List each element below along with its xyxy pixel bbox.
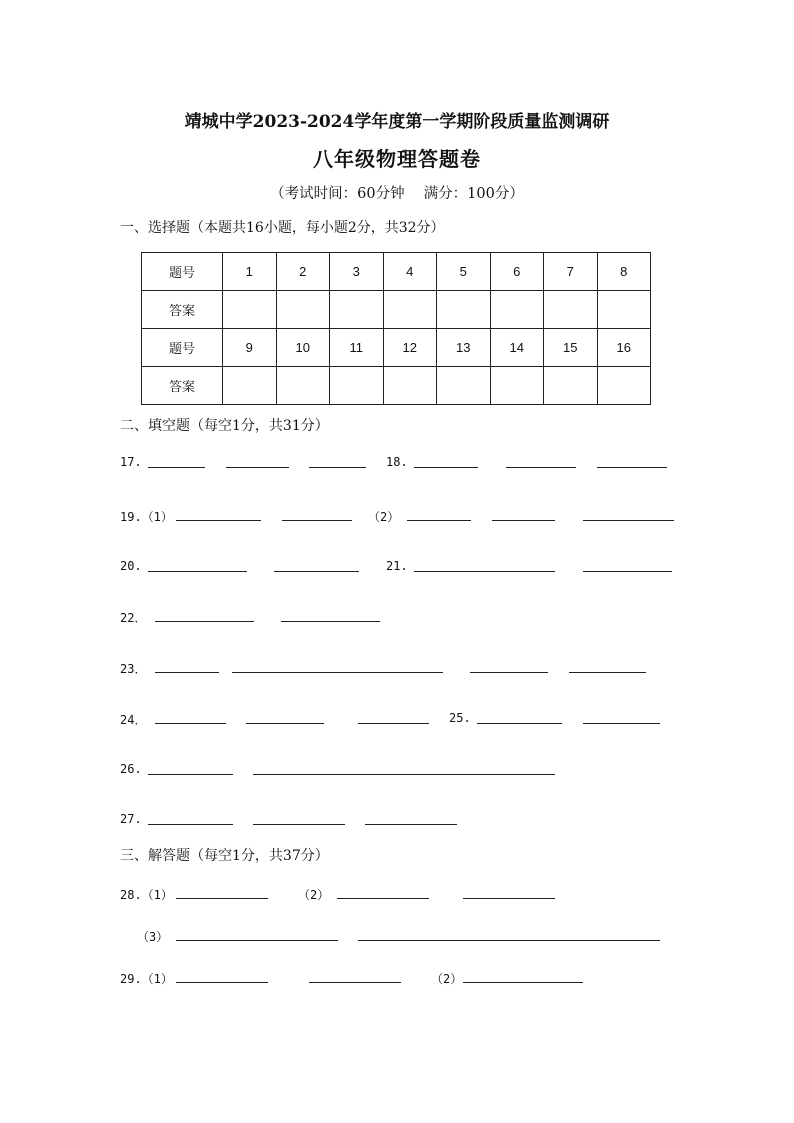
q28-part2-label: （2） <box>298 888 330 902</box>
answer-blank[interactable] <box>155 621 254 622</box>
question-number: 14 <box>490 329 544 367</box>
answer-cell[interactable] <box>223 291 277 329</box>
question-number: 6 <box>490 253 544 291</box>
answer-cell[interactable] <box>597 291 651 329</box>
answer-blank[interactable] <box>148 571 247 572</box>
q26-label: 26. <box>120 762 142 776</box>
answer-blank[interactable] <box>470 672 548 673</box>
answer-blank[interactable] <box>274 571 359 572</box>
question-number: 8 <box>597 253 651 291</box>
answer-cell[interactable] <box>490 291 544 329</box>
answer-blank[interactable] <box>148 774 233 775</box>
answer-blank[interactable] <box>597 467 667 468</box>
q23-label: 23． <box>120 662 147 676</box>
question-number: 13 <box>437 329 491 367</box>
answer-blank[interactable] <box>414 571 555 572</box>
q19-label: 19.（1） <box>120 510 173 524</box>
answer-blank[interactable] <box>414 467 478 468</box>
question-number: 3 <box>330 253 384 291</box>
q22-label: 22． <box>120 611 147 625</box>
answer-blank[interactable] <box>365 824 457 825</box>
row-label-answer: 答案 <box>142 291 223 329</box>
answer-blank[interactable] <box>492 520 555 521</box>
question-number: 9 <box>223 329 277 367</box>
answer-blank[interactable] <box>583 571 672 572</box>
answer-cell[interactable] <box>544 367 598 405</box>
answer-blank[interactable] <box>569 672 646 673</box>
answer-blank[interactable] <box>253 824 345 825</box>
question-number: 2 <box>276 253 330 291</box>
answer-cell[interactable] <box>223 367 277 405</box>
question-number: 11 <box>330 329 384 367</box>
answer-blank[interactable] <box>477 723 562 724</box>
page-title: 靖城中学2023-2024学年度第一学期阶段质量监测调研 <box>184 112 610 132</box>
answer-cell[interactable] <box>330 291 384 329</box>
answer-cell[interactable] <box>490 367 544 405</box>
answer-cell[interactable] <box>276 291 330 329</box>
answer-blank[interactable] <box>226 467 289 468</box>
q29-label: 29.（1） <box>120 972 173 986</box>
answer-blank[interactable] <box>463 982 583 983</box>
row-label-answer: 答案 <box>142 367 223 405</box>
question-number: 10 <box>276 329 330 367</box>
question-number: 16 <box>597 329 651 367</box>
answer-cell[interactable] <box>597 367 651 405</box>
answer-blank[interactable] <box>282 520 352 521</box>
answer-blank[interactable] <box>155 672 219 673</box>
exam-info: （考试时间：60分钟 满分：100分） <box>270 186 524 202</box>
answer-cell[interactable] <box>383 291 437 329</box>
answer-cell[interactable] <box>383 367 437 405</box>
answer-blank[interactable] <box>246 723 324 724</box>
q21-label: 21. <box>386 559 408 573</box>
answer-blank[interactable] <box>407 520 471 521</box>
q19-part2-label: （2） <box>368 510 400 524</box>
answer-blank[interactable] <box>337 898 429 899</box>
answer-blank[interactable] <box>309 982 401 983</box>
q18-label: 18. <box>386 455 408 469</box>
answer-blank[interactable] <box>155 723 226 724</box>
row-label-number: 题号 <box>142 253 223 291</box>
section1-heading: 一、选择题（本题共16小题，每小题2分，共32分） <box>120 220 445 236</box>
answer-blank[interactable] <box>232 672 443 673</box>
table-row <box>142 253 651 291</box>
answer-table <box>141 252 651 405</box>
question-number: 4 <box>383 253 437 291</box>
row-label-number: 题号 <box>142 329 223 367</box>
answer-cell[interactable] <box>544 291 598 329</box>
answer-blank[interactable] <box>176 982 268 983</box>
answer-blank[interactable] <box>253 774 555 775</box>
answer-cell[interactable] <box>437 291 491 329</box>
q28-label: 28.（1） <box>120 888 173 902</box>
question-number: 15 <box>544 329 598 367</box>
answer-cell[interactable] <box>437 367 491 405</box>
q17-label: 17. <box>120 455 142 469</box>
answer-blank[interactable] <box>358 723 429 724</box>
table-row <box>142 329 651 367</box>
answer-blank[interactable] <box>176 898 268 899</box>
answer-blank[interactable] <box>148 824 233 825</box>
answer-blank[interactable] <box>176 520 261 521</box>
answer-blank[interactable] <box>148 467 205 468</box>
answer-blank[interactable] <box>583 723 660 724</box>
q24-label: 24． <box>120 713 147 727</box>
question-number: 5 <box>437 253 491 291</box>
q29-part2-label: （2） <box>431 972 463 986</box>
answer-blank[interactable] <box>309 467 366 468</box>
table-row <box>142 291 651 329</box>
answer-cell[interactable] <box>330 367 384 405</box>
section3-heading: 三、解答题（每空1分，共37分） <box>120 848 329 864</box>
question-number: 1 <box>223 253 277 291</box>
answer-blank[interactable] <box>281 621 380 622</box>
question-number: 7 <box>544 253 598 291</box>
q25-label: 25. <box>449 711 471 725</box>
answer-blank[interactable] <box>583 520 674 521</box>
question-number: 12 <box>383 329 437 367</box>
section2-heading: 二、填空题（每空1分，共31分） <box>120 418 329 434</box>
q27-label: 27. <box>120 812 142 826</box>
answer-blank[interactable] <box>358 940 660 941</box>
table-row <box>142 367 651 405</box>
q20-label: 20. <box>120 559 142 573</box>
answer-blank[interactable] <box>176 940 338 941</box>
page-subtitle: 八年级物理答题卷 <box>313 147 481 171</box>
answer-blank[interactable] <box>506 467 576 468</box>
answer-blank[interactable] <box>463 898 555 899</box>
q28-part3-label: （3） <box>137 930 169 944</box>
answer-cell[interactable] <box>276 367 330 405</box>
